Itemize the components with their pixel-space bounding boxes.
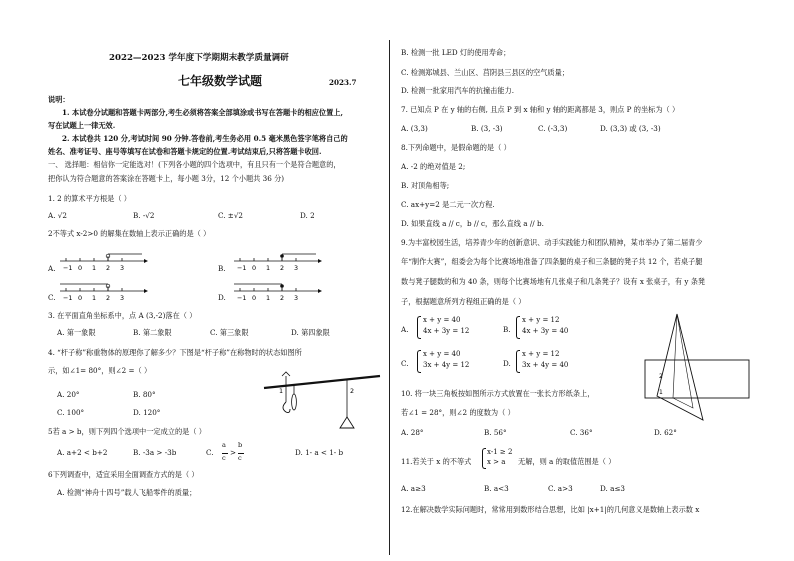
q10-line-1: 10. 将一块三角板按如图所示方式放置在一张长方形纸条上，: [401, 389, 595, 398]
q1-option-a: A. √2: [48, 211, 67, 220]
svg-text:2: 2: [350, 387, 355, 395]
svg-text:2: 2: [106, 294, 111, 302]
q11-option-c: C. a>3: [548, 484, 573, 493]
q9-option-c-eq2: 3x + 4y = 12: [423, 361, 470, 369]
q8-option-d: D. 如果直线 a // c，b // c，那么直线 a // b.: [401, 219, 544, 228]
q9-option-a-eq2: 4x + 3y = 12: [423, 327, 470, 335]
q11-option-b: B. a<3: [484, 484, 509, 493]
svg-text:3: 3: [294, 294, 299, 302]
q5-option-b: B. -3a > -3b: [133, 448, 177, 457]
q6-stem: 6下列调查中，适宜采用全面调查方式的是（ ）: [48, 470, 199, 479]
q1-option-c: C. ±√2: [218, 211, 243, 220]
q3-option-c: C. 第三象限: [210, 328, 249, 337]
q6-option-a: A. 检测“神舟十四号”载人飞船零件的质量；: [57, 488, 197, 497]
q5-c-numerator-a: a: [222, 441, 226, 449]
svg-text:−1: −1: [63, 264, 73, 272]
q9-line-3: 数与凳子腿数的和为 40 条，则每个比赛场地有几张桌子和几条凳子？设有 x 张桌子，有 y 条凳: [401, 277, 706, 286]
svg-text:1: 1: [92, 294, 97, 302]
q10-option-b: B. 56°: [484, 428, 507, 437]
q6-option-c: C. 检测郑城县、兰山区、莒阴县三县区的空气质量；: [401, 68, 569, 77]
q6-option-b: B. 检测一批 LED 灯的使用寿命；: [401, 48, 511, 57]
svg-text:1: 1: [266, 294, 271, 302]
q9-option-b-brace: [516, 316, 520, 339]
q7-option-a: A. (3,3): [401, 124, 428, 133]
q4-line-2: 示，如∠1= 80°，则∠2 =（ ）: [48, 366, 152, 375]
q9-option-c-brace: [417, 350, 421, 373]
q9-option-a-label: A.: [401, 325, 409, 334]
q5-option-a: A. a+2 < b+2: [57, 448, 108, 457]
q9-line-1: 9.为丰富校园生活，培养青少年的创新意识、动手实践能力和团队精神，某市举办了第二届青少: [401, 238, 703, 247]
svg-text:3: 3: [120, 264, 125, 272]
svg-text:2: 2: [280, 294, 285, 302]
q9-option-d-eq1: x + y = 12: [522, 350, 560, 358]
q9-option-c-label: C.: [401, 359, 409, 368]
q12-line-1: 12.在解决数学实际问题时，常常用到数形结合思想，比如 |x+1|的几何意义是数轴上表示数 x: [401, 505, 700, 514]
q6-option-d: D. 检测一批家用汽车的抗撞击能力.: [401, 86, 514, 95]
q4-option-c: C. 100°: [57, 408, 85, 417]
svg-text:2: 2: [106, 264, 111, 272]
q11-prefix: 11.若关于 x 的不等式: [401, 457, 472, 466]
q7-option-c: C. (-3,3): [538, 124, 568, 133]
q11-brace: [482, 448, 486, 469]
q9-option-a-brace: [417, 316, 421, 339]
svg-text:3: 3: [120, 294, 125, 302]
triangle-strip-figure: [643, 312, 751, 424]
section1-line-2: 把你认为符合题意的答案涂在答题卡上，每小题 3分，12 个小题共 36 分): [48, 174, 285, 183]
q8-option-a: A. -2 的绝对值是 2;: [401, 162, 466, 171]
q7-option-d: D. (3,3) 或 (3, -3): [600, 124, 661, 133]
instruction-line-1: 1. 本试卷分试题和答题卡两部分,考生必须将答案全部填涂或书写在答题卡的相应位置上,: [62, 108, 343, 117]
instruction-line-4: 姓名、准考证号、座号等填写在试卷和答题卡规定的位置.考试结束后,只将答题卡收回.: [48, 147, 322, 156]
q2-option-b: B.: [218, 264, 226, 273]
q4-option-a: A. 20°: [57, 390, 80, 399]
q11-inequality-1: x-1 ≥ 2: [487, 448, 513, 456]
instructions-label: 说明：: [48, 95, 70, 104]
q1-stem: 1. 2 的算术平方根是（ ）: [48, 194, 131, 203]
q5-option-d: D. 1- a < 1- b: [295, 448, 344, 457]
q2-option-c: C.: [48, 293, 56, 302]
q9-option-b-label: B.: [503, 325, 511, 334]
q9-option-b-eq1: x + y = 12: [522, 316, 560, 324]
steelyard-figure: [262, 362, 382, 430]
q4-line-1: 4. “杆子称”称重物体的原理你了解多少？下图是“杆子称”在称物时的状态如图所: [48, 348, 302, 357]
section1-line-1: 一、 选择题：相信你一定能选对！(下列各小题的四个选项中，有且只有一个是符合题意的，: [48, 160, 341, 169]
q9-option-c-eq1: x + y = 40: [423, 350, 461, 358]
instruction-line-3: 2. 本试卷共 120 分,考试时间 90 分钟.答卷前,考生务必用 0.5 毫米黑色签字笔将自己的: [62, 134, 348, 143]
svg-text:1: 1: [659, 389, 663, 396]
svg-text:3: 3: [294, 264, 299, 272]
q11-option-d: D. a≤3: [600, 484, 625, 493]
exam-title: 七年级数学试题: [178, 74, 263, 88]
q5-c-operator: >: [230, 448, 237, 457]
svg-text:2: 2: [280, 264, 285, 272]
q10-line-2: 若∠1 = 28°，则∠2 的度数为（ ）: [401, 408, 515, 417]
q8-option-b: B. 对顶角相等;: [401, 181, 450, 190]
q5-stem: 5若 a > b，则下列四个选项中一定成立的是（ ）: [48, 427, 206, 436]
q10-option-d: D. 62°: [654, 428, 677, 437]
svg-text:2: 2: [659, 373, 663, 380]
q2-option-a: A.: [48, 264, 56, 273]
q4-option-d: D. 120°: [133, 408, 161, 417]
q9-option-d-eq2: 3x + 4y = 40: [522, 361, 569, 369]
q8-option-c: C. ax+y=2 是二元一次方程.: [401, 200, 495, 209]
q10-option-c: C. 36°: [570, 428, 593, 437]
q5-c-numerator-b: b: [238, 441, 243, 449]
svg-text:0: 0: [252, 294, 257, 302]
svg-text:1: 1: [92, 264, 97, 272]
svg-text:−1: −1: [237, 264, 247, 272]
q3-option-b: B. 第二象限: [133, 328, 172, 337]
number-line-d: [232, 280, 322, 302]
svg-text:0: 0: [78, 264, 83, 272]
svg-text:0: 0: [252, 264, 257, 272]
svg-text:−1: −1: [63, 294, 73, 302]
number-line-c: [58, 280, 148, 302]
q9-option-a-eq1: x + y = 40: [423, 316, 461, 324]
svg-text:1: 1: [279, 387, 284, 395]
q3-option-d: D. 第四象限: [291, 328, 330, 337]
q9-option-d-brace: [516, 350, 520, 373]
exam-date: 2023.7: [329, 78, 357, 87]
q5-c-denominator-c2: c: [238, 453, 244, 463]
q7-option-b: B. (3, -3): [471, 124, 503, 133]
q9-option-b-eq2: 4x + 3y = 40: [522, 327, 569, 335]
q9-line-2: 年“制作大赛”，组委会为每个比赛场地准备了四条腿的桌子和三条腿的凳子共 12 个，若桌子腿: [401, 257, 703, 266]
q8-stem: 8.下列命题中，是假命题的是（ ）: [401, 143, 511, 152]
q7-stem: 7. 已知点 P 在 y 轴的右侧, 且点 P 到 x 轴和 y 轴的距离都是 3，则点 P 的坐标为（ ）: [401, 105, 680, 114]
q2-option-d: D.: [218, 293, 226, 302]
q11-suffix: 无解，则 a 的取值范围是（ ）: [518, 457, 616, 466]
q11-inequality-2: x > a: [487, 458, 506, 466]
q5-option-c-label: C.: [206, 448, 214, 457]
number-line-a: [58, 250, 148, 272]
instruction-line-2: 写在试题上一律无效.: [48, 121, 116, 130]
number-line-b: [232, 250, 322, 272]
column-divider: [389, 40, 390, 555]
q1-option-d: D. 2: [300, 211, 315, 220]
q9-option-d-label: D.: [503, 359, 511, 368]
svg-text:0: 0: [78, 294, 83, 302]
q3-stem: 3. 在平面直角坐标系中，点 A (3,-2)落在（ ）: [48, 311, 197, 320]
q3-option-a: A. 第一象限: [57, 328, 96, 337]
q10-option-a: A. 28°: [401, 428, 424, 437]
q5-c-denominator-c1: c: [222, 453, 228, 463]
svg-text:−1: −1: [237, 294, 247, 302]
q9-line-4: 子，根据题意所列方程组正确的是（ ）: [401, 297, 526, 306]
svg-text:1: 1: [266, 264, 271, 272]
survey-title: 2022—2023 学年度下学期期末教学质量调研: [109, 53, 289, 63]
q11-option-a: A. a≥3: [401, 484, 426, 493]
q1-option-b: B. -√2: [133, 211, 155, 220]
q4-option-b: B. 80°: [133, 390, 156, 399]
q2-stem: 2不等式 x-2>0 的解集在数轴上表示正确的是（ ）: [48, 229, 211, 238]
